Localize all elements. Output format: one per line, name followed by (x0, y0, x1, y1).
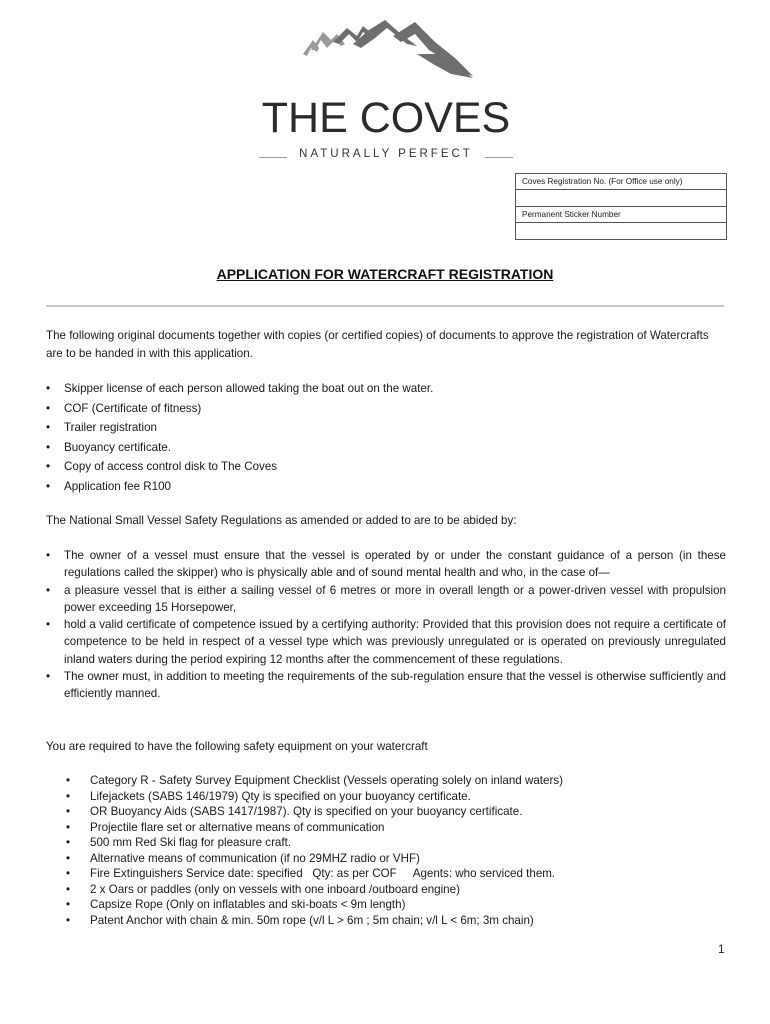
tagline-divider-left (259, 157, 287, 158)
list-item (66, 789, 726, 805)
regulations-intro: The National Small Vessel Safety Regulations as amended or added to are to be abided by: (46, 514, 517, 527)
office-use-table (515, 173, 727, 240)
list-item (46, 582, 726, 617)
bullet-icon: • (46, 618, 51, 632)
regulation-item-text: hold a valid certificate of competence issued by a certifying authority: Provided that this provision does not require a certificate of competence to be held in respect of a vessel type which was previously unregulated or is operated on previously unregulated inland waters during the period expiring 12 months after the commencement of these regulations. (64, 618, 726, 666)
fire-extinguisher-qty: Qty: as per COF (312, 867, 397, 880)
the-coves-logo (255, 14, 517, 160)
bullet-icon: • (46, 401, 51, 415)
equipment-item-text: 500 mm Red Ski flag for pleasure craft. (90, 836, 292, 849)
list-item (66, 804, 726, 820)
bullet-icon: • (46, 460, 51, 473)
list-item (66, 851, 726, 867)
list-item (66, 820, 726, 836)
bullet-icon: • (66, 774, 71, 787)
document-item-text: Copy of access control disk to The Coves (64, 460, 278, 473)
document-item-text: Trailer registration (64, 421, 157, 434)
regulation-item-text: a pleasure vessel that is either a sailing vessel of 6 metres or more in overall length or a power-driven vessel with propulsion power exceeding 15 Horsepower, (64, 583, 726, 614)
equipment-item-text: Patent Anchor with chain & min. 50m rope (v/l L > 6m ; 5m chain; v/l L < 6m; 3m chain) (90, 913, 534, 927)
equipment-item-text: Category R - Safety Survey Equipment Checklist (Vessels operating solely on inland waters) (90, 774, 563, 787)
bullet-icon: • (66, 820, 71, 834)
fire-extinguisher-agents: Agents: who serviced them. (412, 867, 556, 880)
bullet-icon: • (66, 805, 71, 818)
list-item (46, 399, 726, 419)
list-item (66, 835, 726, 851)
bullet-icon: • (46, 479, 51, 493)
bullet-icon: • (66, 913, 71, 927)
registration-number-field[interactable] (516, 190, 727, 207)
tagline-row (255, 148, 517, 164)
bullet-icon: • (66, 867, 71, 880)
document-item-text: Buoyancy certificate. (64, 440, 171, 454)
list-item (46, 668, 726, 703)
documents-list (46, 379, 726, 496)
list-item (46, 418, 726, 438)
registration-number-label: Coves Registration No. (For Office use only) (516, 174, 727, 190)
list-item (46, 438, 726, 458)
regulation-item-text: The owner must, in addition to meeting the requirements of the sub-regulation ensure that the vessel is otherwise sufficiently and efficiently manned. (64, 670, 726, 701)
intro-paragraph: The following original documents together with copies (or certified copies) of documents to approve the registration of Watercrafts are to be handed in with this application. (46, 329, 709, 360)
bullet-icon: • (66, 882, 71, 896)
list-item (66, 882, 726, 898)
equipment-item-text: Capsize Rope (Only on inflatables and ski-boats < 9m length) (90, 898, 406, 911)
equipment-intro: You are required to have the following safety equipment on your watercraft (46, 740, 428, 753)
title-divider (46, 305, 724, 307)
bullet-icon: • (66, 851, 71, 865)
bullet-icon: • (66, 898, 71, 911)
equipment-item-text: 2 x Oars or paddles (only on vessels with one inboard /outboard engine) (90, 882, 460, 896)
sticker-number-label: Permanent Sticker Number (516, 207, 727, 223)
bullet-icon: • (46, 421, 51, 434)
bullet-icon: • (66, 789, 71, 803)
bullet-icon: • (46, 440, 51, 454)
equipment-item-text: Projectile flare set or alternative means of communication (90, 820, 385, 834)
list-item (46, 457, 726, 477)
list-item (66, 897, 726, 913)
list-item (46, 379, 726, 399)
bullet-icon: • (66, 836, 71, 849)
sticker-label-row (516, 207, 727, 223)
page-title: APPLICATION FOR WATERCRAFT REGISTRATION (216, 266, 554, 282)
equipment-item-text: Lifejackets (SABS 146/1979) Qty is specified on your buoyancy certificate. (90, 789, 471, 803)
mountains-logo-icon (297, 14, 477, 90)
page-number: 1 (718, 943, 725, 956)
document-item-text: Application fee R100 (64, 479, 171, 493)
bullet-icon: • (46, 549, 51, 562)
brand-name: THE COVES (261, 94, 511, 142)
sticker-value-row (516, 223, 727, 240)
list-item (66, 913, 726, 929)
tagline-divider-right (485, 157, 513, 158)
bullet-icon: • (46, 382, 51, 395)
list-item (66, 866, 726, 882)
list-item (46, 616, 726, 668)
regulation-item-text: The owner of a vessel must ensure that the vessel is operated by or under the constant guidance of a person (in these regulations called the skipper) who is physically able and of sound mental health and who, in the case of— (64, 549, 726, 580)
registration-label-row (516, 174, 727, 190)
list-item (46, 547, 726, 582)
regulations-list (46, 547, 726, 703)
list-item (66, 773, 726, 789)
sticker-number-field[interactable] (516, 223, 727, 240)
registration-value-row (516, 190, 727, 207)
fire-extinguisher-label: Fire Extinguishers Service date: specified (90, 867, 303, 880)
document-item-text: Skipper license of each person allowed taking the boat out on the water. (64, 382, 434, 395)
tagline: NATURALLY PERFECT (299, 148, 473, 160)
bullet-icon: • (46, 670, 51, 684)
equipment-item-text: OR Buoyancy Aids (SABS 1417/1987). Qty is specified on your buoyancy certificate. (90, 805, 523, 818)
bullet-icon: • (46, 583, 51, 597)
equipment-item-text: Alternative means of communication (if no 29MHZ radio or VHF) (90, 851, 420, 865)
list-item (46, 477, 726, 497)
document-item-text: COF (Certificate of fitness) (64, 401, 202, 415)
equipment-list (66, 773, 726, 928)
